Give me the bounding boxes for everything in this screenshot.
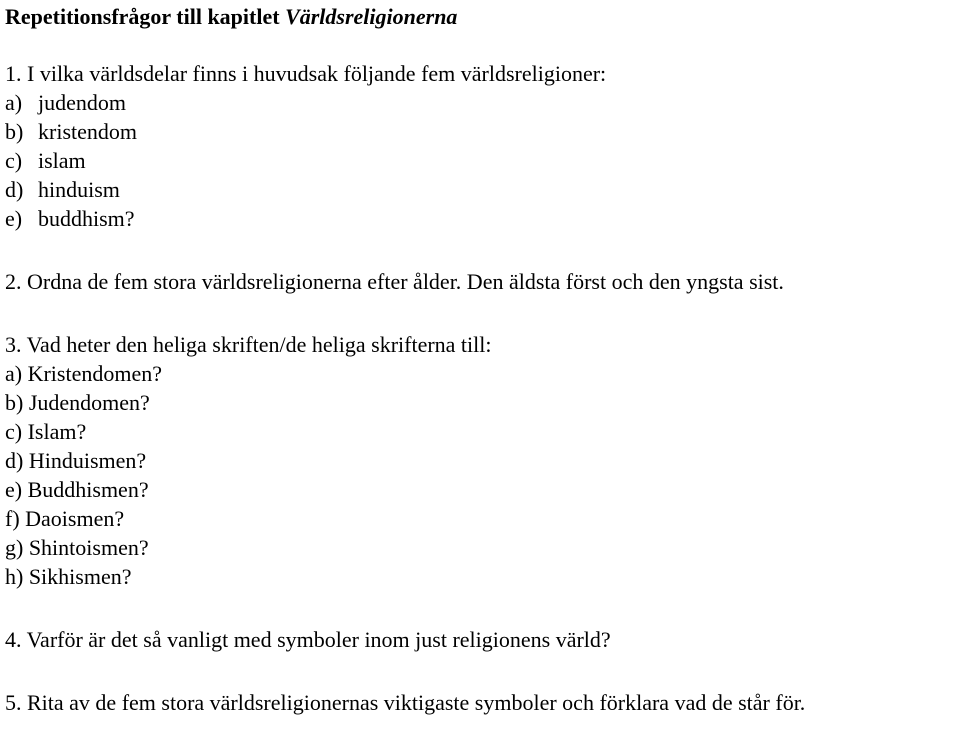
question-1-list xyxy=(5,88,955,233)
list-item: c) Islam? xyxy=(5,419,87,444)
item-label: b) xyxy=(5,119,24,144)
list-item xyxy=(5,88,955,117)
list-item: d) Hinduismen? xyxy=(5,448,147,473)
document-title xyxy=(5,2,955,31)
question-1 xyxy=(5,59,955,233)
list-item xyxy=(5,146,955,175)
item-label: e) xyxy=(5,206,23,231)
list-item xyxy=(5,175,955,204)
document-page xyxy=(5,2,955,751)
list-item: f) Daoismen? xyxy=(5,506,125,531)
question-3-text: 3. Vad heter den heliga skriften/de heliga skrifterna till: xyxy=(5,332,492,357)
list-item: e) Buddhismen? xyxy=(5,477,149,502)
item-label: c) xyxy=(5,148,23,173)
list-item: g) Shintoismen? xyxy=(5,535,149,560)
question-5 xyxy=(5,688,955,717)
question-2-text: 2. Ordna de fem stora världsreligionerna efter ålder. Den äldsta först och den yngsta sist. xyxy=(5,269,784,294)
item-text: buddhism? xyxy=(38,206,135,231)
list-item: b) Judendomen? xyxy=(5,390,150,415)
question-1-text: 1. I vilka världsdelar finns i huvudsak följande fem världsreligioner: xyxy=(5,61,607,86)
item-text: hinduism xyxy=(38,177,120,202)
item-text: islam xyxy=(38,148,86,173)
list-item: a) Kristendomen? xyxy=(5,361,162,386)
item-label: d) xyxy=(5,177,24,202)
question-2 xyxy=(5,267,955,296)
title-chapter-name: Världsreligionerna xyxy=(285,4,458,29)
list-item: h) Sikhismen? xyxy=(5,564,132,589)
item-text: judendom xyxy=(38,90,126,115)
question-5-text: 5. Rita av de fem stora världsreligionernas viktigaste symboler och förklara vad de står för. xyxy=(5,690,806,715)
question-3-list xyxy=(5,359,955,591)
question-3 xyxy=(5,330,955,591)
list-item xyxy=(5,204,955,233)
item-label: a) xyxy=(5,90,23,115)
list-item xyxy=(5,117,955,146)
question-4-text: 4. Varför är det så vanligt med symboler inom just religionens värld? xyxy=(5,627,611,652)
item-text: kristendom xyxy=(38,119,137,144)
title-prefix: Repetitionsfrågor till kapitlet xyxy=(5,4,286,29)
question-4 xyxy=(5,625,955,654)
